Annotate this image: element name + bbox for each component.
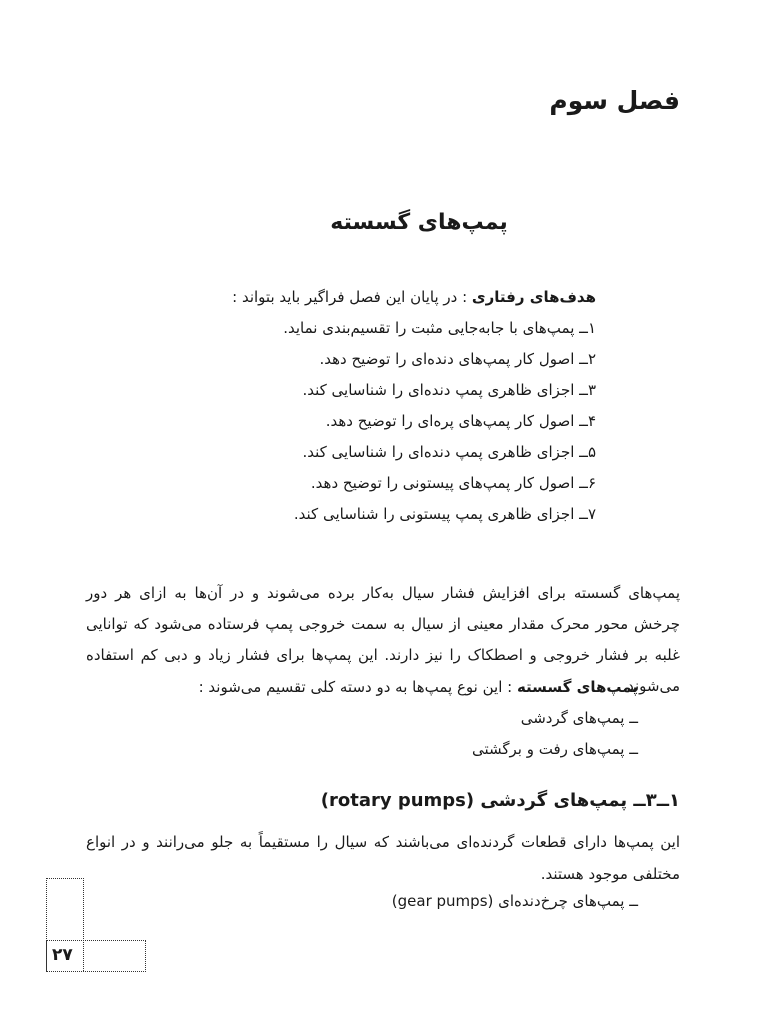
sub-item-text: ــ پمپ‌های چرخ‌دنده‌ای: [493, 892, 638, 910]
section-title: پمپ‌های گردشی: [474, 790, 634, 811]
pump-types-intro: [138, 672, 638, 703]
objective-item-3: ۳ــ اجزای ظاهری پمپ دنده‌ای را شناسایی کند.: [302, 381, 596, 399]
objectives-lead: هدف‌های رفتاری: [471, 288, 596, 306]
objective-item-2: ۲ــ اصول کار پمپ‌های دنده‌ای را توضیح دهد.: [319, 350, 596, 368]
objective-item-5: ۵ــ اجزای ظاهری پمپ دنده‌ای را شناسایی کند.: [302, 443, 596, 461]
intro-paragraph: پمپ‌های گسسته برای افزایش فشار سیال به‌کار برده می‌شوند و در آن‌ها به ازای هر دور چرخش محور محرک مقدار معینی از سیال به سمت خروجی پمپ فرستاده می‌شود که توانایی غلبه بر فشار خروجی و اصطکاک را نیز دارند. این پمپ‌ها برای فشار زیاد و دبی کم استفاده می‌شوند.: [86, 584, 680, 695]
pump-type-item-1: ــ پمپ‌های گردشی: [520, 709, 638, 727]
section-heading: [321, 790, 680, 811]
objective-item-7: ۷ــ اجزای ظاهری پمپ پیستونی را شناسایی کند.: [293, 505, 596, 523]
chapter-title: پمپ‌های گسسته: [330, 210, 508, 235]
pump-type-item-2: ــ پمپ‌های رفت و برگشتی: [471, 740, 638, 758]
section-english: (rotary pumps): [320, 790, 475, 811]
objectives-block: [156, 282, 596, 530]
chapter-label: فصل سوم: [549, 86, 680, 115]
objectives-intro-text: : در پایان این فصل فراگیر باید بتواند :: [232, 288, 472, 306]
sub-item-english: (gear pumps): [391, 892, 494, 910]
sub-item: [392, 892, 638, 910]
page-number: ۲۷: [52, 945, 73, 965]
section-paragraph: این پمپ‌ها دارای قطعات گردنده‌ای می‌باشند که سیال را مستقیماً به جلو می‌رانند و در انواع مختلفی موجود هستند.: [86, 833, 680, 883]
pump-types-intro-text: : این نوع پمپ‌ها به دو دسته کلی تقسیم می‌شوند :: [198, 678, 517, 696]
pump-types-lead: پمپ‌های گسسته: [516, 678, 638, 696]
pump-types-list: [138, 703, 638, 765]
objectives-intro: [156, 282, 596, 313]
objective-item-1: ۱ــ پمپ‌های با جابه‌جایی مثبت را تقسیم‌بندی نماید.: [283, 319, 596, 337]
objectives-list: [156, 313, 596, 530]
section-number: ۱ــ۳ــ: [633, 790, 680, 811]
pump-types-block: [138, 672, 638, 765]
objective-item-4: ۴ــ اصول کار پمپ‌های پره‌ای را توضیح دهد.: [325, 412, 596, 430]
objective-item-6: ۶ــ اصول کار پمپ‌های پیستونی را توضیح دهد.: [310, 474, 596, 492]
